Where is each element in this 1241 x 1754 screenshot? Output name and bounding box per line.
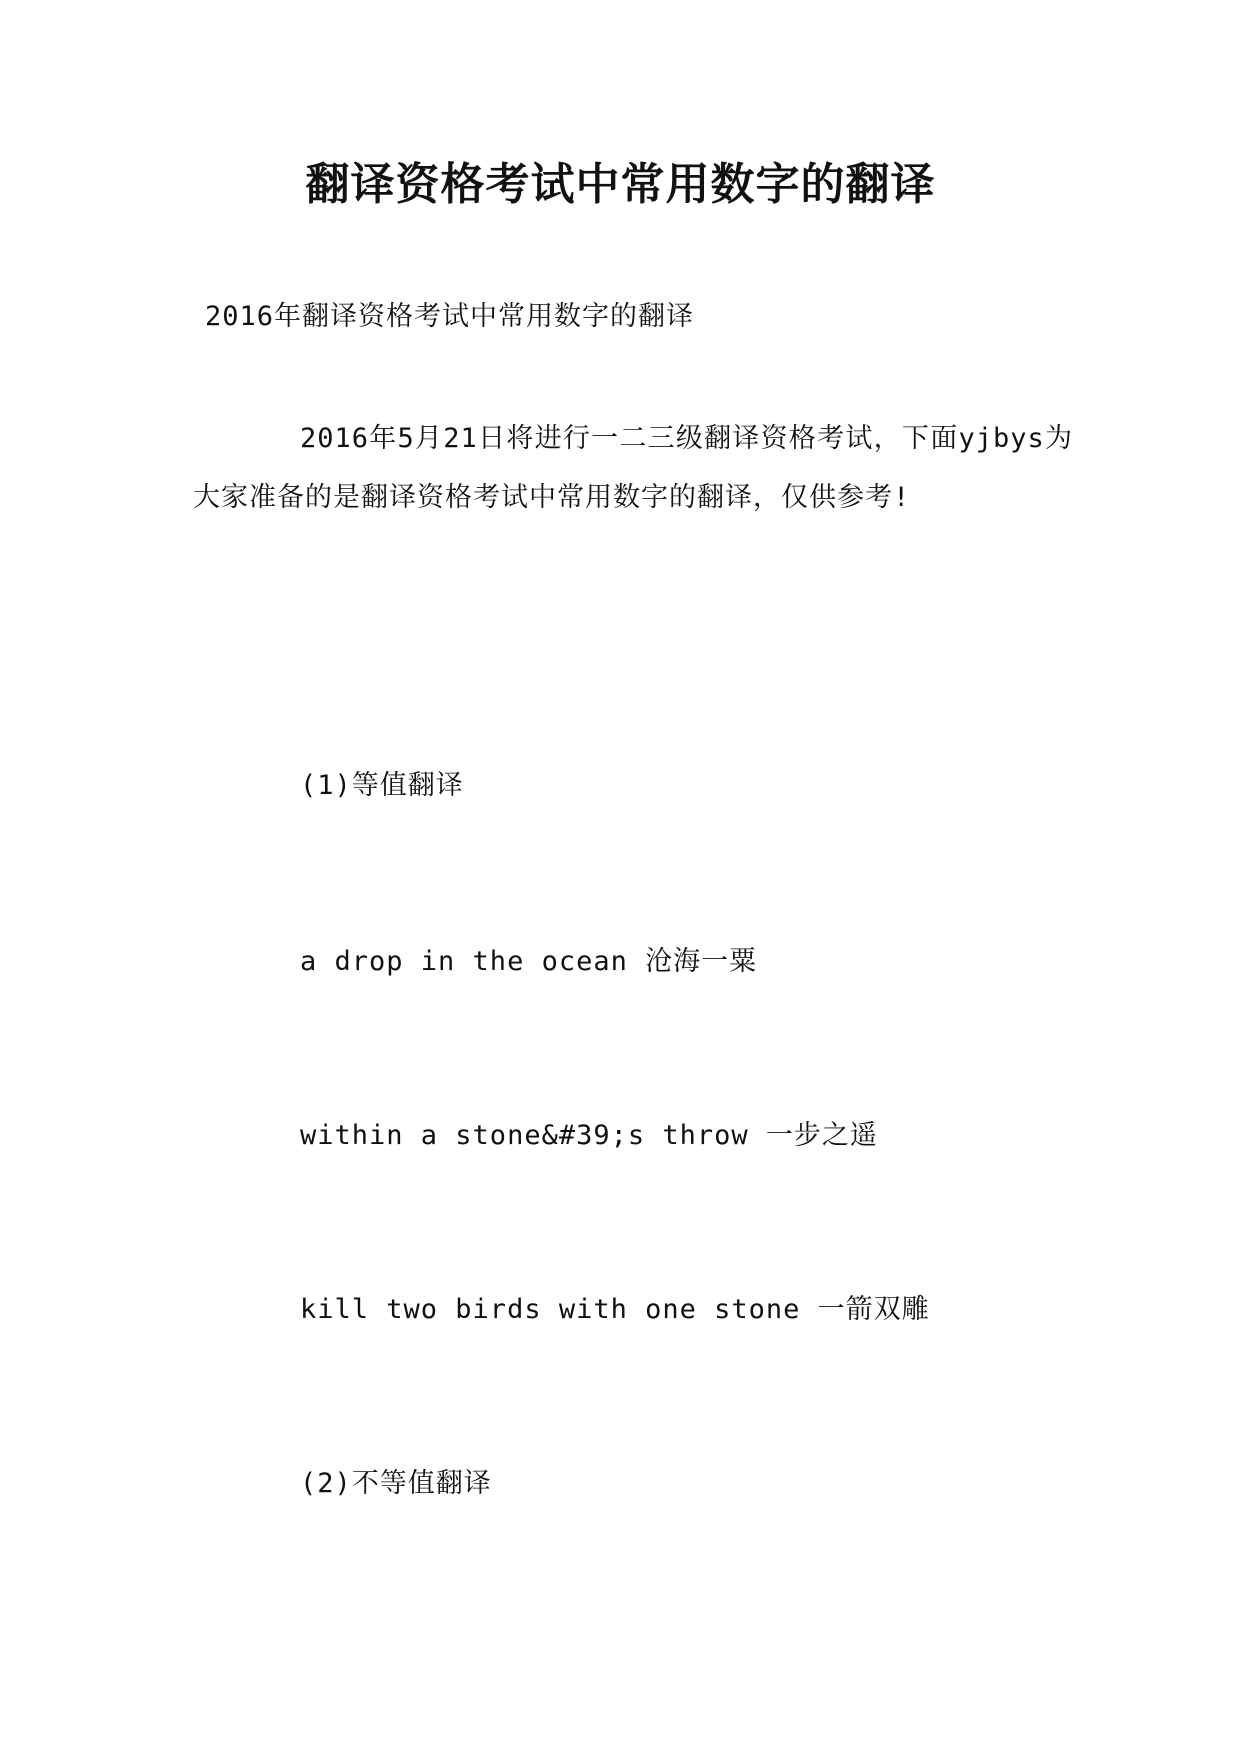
example-line: a drop in the ocean 沧海一粟 xyxy=(300,946,758,977)
example-line: within a stone&#39;s throw 一步之遥 xyxy=(300,1120,878,1151)
intro-paragraph: 2016年5月21日将进行一二三级翻译资格考试，下面yjbys为大家准备的是翻译资格考试中常用数字的翻译，仅供参考! xyxy=(193,423,1073,513)
section-heading-equivalent: (1)等值翻译 xyxy=(300,770,464,801)
document-subtitle: 2016年翻译资格考试中常用数字的翻译 xyxy=(205,301,695,332)
section-heading-non-equivalent: (2)不等值翻译 xyxy=(300,1468,492,1499)
document-title: 翻译资格考试中常用数字的翻译 xyxy=(305,159,936,210)
example-line: kill two birds with one stone 一箭双雕 xyxy=(300,1294,930,1325)
